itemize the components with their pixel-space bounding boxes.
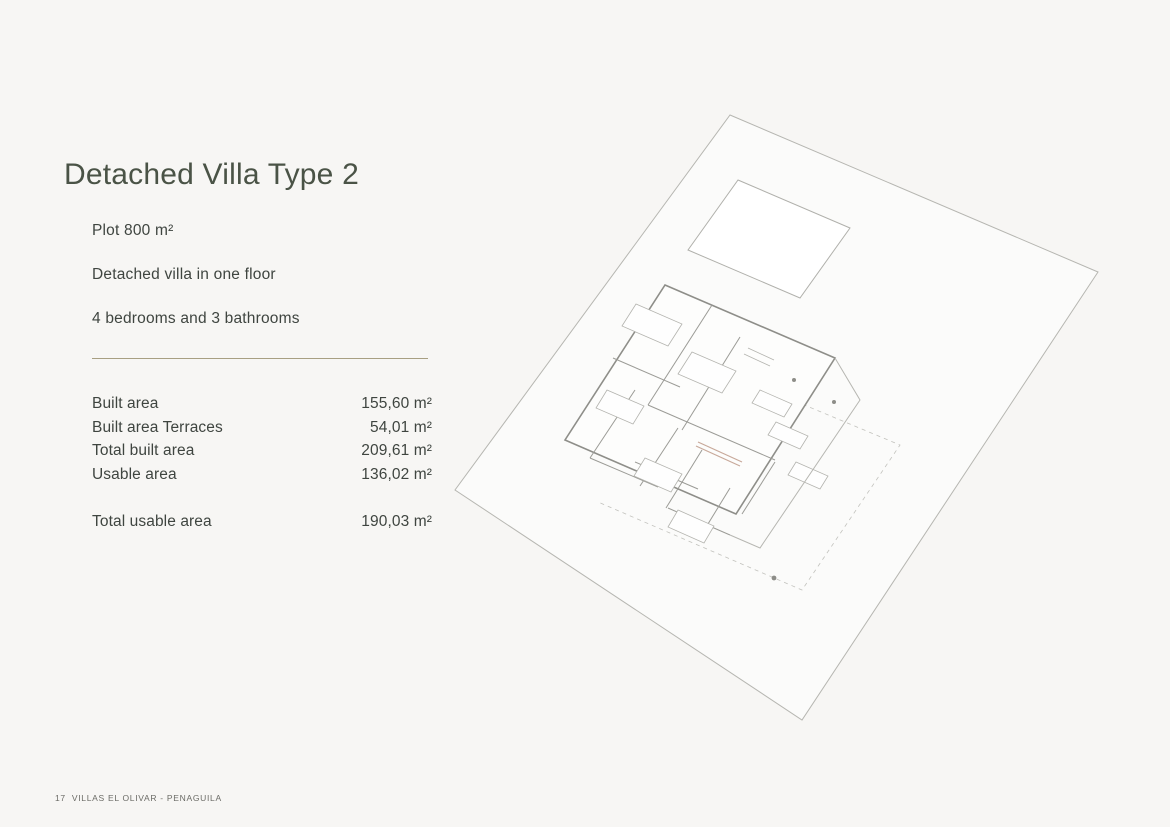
total-usable-area-value: 190,03 m²	[361, 513, 432, 530]
area-value: 136,02 m²	[361, 465, 432, 483]
page-number: 17	[55, 793, 66, 803]
site-plan-figure	[430, 90, 1130, 750]
area-label: Usable area	[92, 465, 177, 483]
area-label: Built area Terraces	[92, 418, 223, 436]
page-title: Detached Villa Type 2	[64, 158, 359, 192]
table-row	[92, 463, 432, 487]
area-value: 54,01 m²	[370, 418, 432, 436]
list-item: 4 bedrooms and 3 bathrooms	[92, 310, 300, 327]
table-row	[92, 439, 432, 463]
table-row	[92, 392, 432, 416]
feature-list	[92, 222, 452, 354]
footer	[55, 793, 222, 803]
footer-text: VILLAS EL OLIVAR - PENAGUILA	[71, 793, 222, 803]
area-value: 209,61 m²	[361, 442, 432, 459]
area-label: Total built area	[92, 442, 195, 459]
areas-table	[92, 392, 432, 534]
area-value: 155,60 m²	[361, 395, 432, 412]
list-item: Detached villa in one floor	[92, 266, 276, 283]
horizontal-divider	[92, 358, 428, 359]
total-usable-area-label: Total usable area	[92, 513, 212, 530]
table-row	[92, 416, 432, 440]
table-row-total	[92, 510, 432, 534]
list-item: Plot 800 m²	[92, 222, 174, 239]
site-plan-drawing	[430, 90, 1130, 750]
area-label: Built area	[92, 395, 159, 412]
